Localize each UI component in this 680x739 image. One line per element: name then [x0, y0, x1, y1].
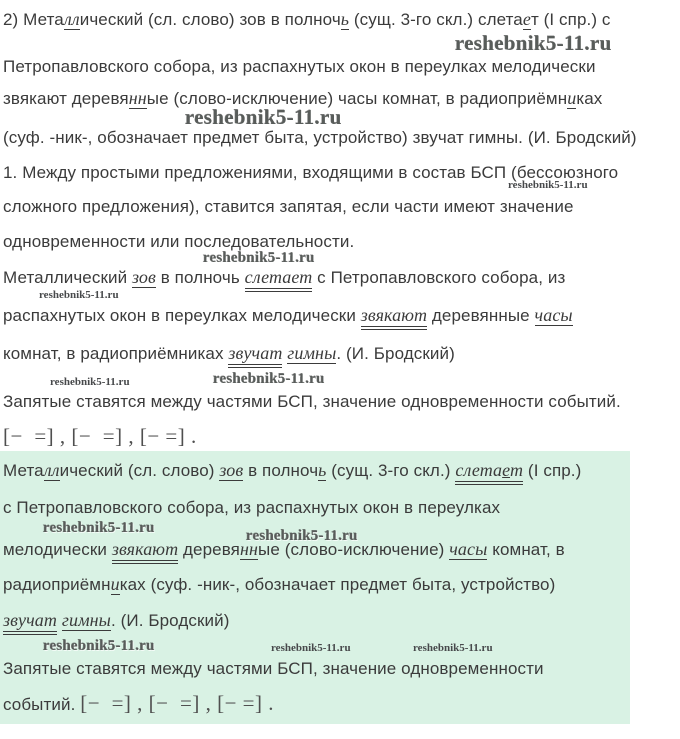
- text-span: мелодически: [3, 540, 112, 559]
- watermark-row: [3, 519, 630, 544]
- text-span: 1. Между простыми предложениями, входящими в состав БСП (бессоюзного: [3, 163, 619, 182]
- underlined-word: нн: [239, 539, 259, 559]
- underlined-word: зов: [219, 460, 244, 480]
- text-span: т (I спр.) с: [530, 10, 611, 29]
- text-line: [3, 423, 680, 451]
- text-line: [3, 342, 680, 365]
- watermark-row: [3, 289, 680, 302]
- predicate-word: т: [510, 460, 523, 485]
- site-watermark: reshebnik5-11.ru: [43, 520, 155, 536]
- text-span: Мета: [3, 461, 44, 480]
- text-span: комнат, в: [487, 540, 565, 559]
- text-span: деревянные: [427, 306, 535, 325]
- text-span: деревя: [178, 540, 240, 559]
- highlighted-answer-section: [0, 451, 630, 724]
- text-line: [3, 690, 630, 718]
- text-span: с Петропавловского собора, из распахнутых окон в переулках: [3, 498, 501, 517]
- text-span: Запятые ставятся между частями БСП, значение одновременности: [3, 659, 544, 678]
- text-span: звякают деревя: [3, 89, 129, 108]
- underlined-word: лл: [63, 9, 80, 29]
- text-line: [3, 8, 680, 31]
- watermark-row: [3, 179, 680, 193]
- site-watermark: reshebnik5-11.ru: [50, 376, 130, 388]
- site-watermark: reshebnik5-11.ru: [213, 371, 325, 387]
- underlined-word: гимны: [61, 610, 111, 630]
- text-span: радиоприёмн: [3, 575, 111, 594]
- text-line: [3, 459, 630, 482]
- text-span: Запятые ставятся между частями БСП, значение одновременности событий.: [3, 392, 621, 411]
- text-span: в полноч: [243, 461, 319, 480]
- site-watermark: reshebnik5-11.ru: [455, 31, 612, 55]
- predicate-word: слетает: [245, 267, 313, 292]
- text-span: ках: [576, 89, 603, 108]
- site-watermark: reshebnik5-11.ru: [43, 638, 155, 654]
- text-line: [3, 266, 680, 289]
- text-line: [3, 196, 680, 218]
- watermark-row: [3, 249, 680, 267]
- text-line: [3, 56, 680, 78]
- text-span: ые (слово-исключение) часы комнат, в радиоприёмн: [146, 89, 568, 108]
- predicate-word: звучат: [228, 343, 282, 368]
- underlined-word: нн: [128, 88, 147, 108]
- predicate-word: звучат: [3, 610, 57, 635]
- underlined-word: лл: [43, 460, 60, 480]
- text-span: одновременности или последовательности.: [3, 232, 355, 251]
- site-watermark: reshebnik5-11.ru: [39, 289, 119, 301]
- text-span: (сущ. 3-го скл.) слета: [349, 10, 523, 29]
- text-span: комнат, в радиоприёмниках: [3, 344, 229, 363]
- text-span: ический (сл. слово): [59, 461, 220, 480]
- site-watermark: reshebnik5-11.ru: [203, 250, 315, 266]
- watermark-row: [3, 370, 680, 388]
- underlined-word: зов: [132, 267, 156, 287]
- text-line: [3, 127, 680, 149]
- sentence-schema: [− =] , [− =] , [− =] .: [3, 424, 197, 448]
- text-span: сложного предложения), ставится запятая, если части имеют значение: [3, 197, 574, 216]
- predicate-word: звякают: [112, 539, 178, 564]
- text-line: [3, 658, 630, 680]
- watermark-row: [3, 105, 680, 129]
- watermark-row: [3, 637, 630, 655]
- text-span: (суф. -ник-, обозначает предмет быта, устройство) звучат гимны. (И. Бродский): [3, 128, 637, 147]
- site-watermark: reshebnik5-11.ru: [413, 642, 493, 654]
- text-span: . (И. Бродский): [110, 611, 230, 630]
- underlined-word: ь: [318, 460, 327, 480]
- text-span: ках (суф. -ник-, обозначает предмет быта, устройство): [119, 575, 556, 594]
- site-watermark: reshebnik5-11.ru: [185, 105, 342, 129]
- text-line: [3, 304, 680, 327]
- text-span: распахнутых окон в переулках мелодически: [3, 306, 361, 325]
- site-watermark: reshebnik5-11.ru: [271, 642, 351, 654]
- underlined-word: гимны: [287, 343, 337, 363]
- predicate-word: слета: [455, 460, 502, 485]
- site-watermark: reshebnik5-11.ru: [246, 528, 358, 544]
- text-span: (I спр.): [523, 461, 582, 480]
- site-watermark: reshebnik5-11.ru: [508, 179, 588, 191]
- text-span: ический (сл. слово) зов в полноч: [79, 10, 341, 29]
- text-line: [3, 391, 680, 413]
- text-span: Металлический: [3, 268, 132, 287]
- text-span: событий.: [3, 695, 81, 714]
- text-span: с Петропавловского собора, из: [312, 268, 566, 287]
- underlined-word: ь: [340, 9, 350, 29]
- text-span: . (И. Бродский): [336, 344, 455, 363]
- predicate-letter: е: [502, 460, 510, 485]
- text-line: [3, 609, 630, 632]
- text-span: (сущ. 3-го скл.): [326, 461, 456, 480]
- sentence-schema: [− =] , [− =] , [− =] .: [80, 691, 275, 715]
- underlined-word: и: [567, 88, 577, 108]
- text-span: в полночь: [155, 268, 245, 287]
- text-line: [3, 573, 630, 596]
- underlined-word: и: [110, 574, 120, 594]
- text-line: [3, 497, 630, 519]
- text-span: Петропавловского собора, из распахнутых окон в переулках мелодически: [3, 57, 596, 76]
- underlined-word: часы: [534, 305, 573, 325]
- watermark-row: [3, 31, 680, 55]
- underlined-word: часы: [449, 539, 488, 559]
- text-span: 2) Мета: [3, 10, 64, 29]
- underlined-word: е: [522, 9, 531, 29]
- text-span: ые (слово-исключение): [258, 540, 450, 559]
- predicate-word: звякают: [361, 305, 427, 330]
